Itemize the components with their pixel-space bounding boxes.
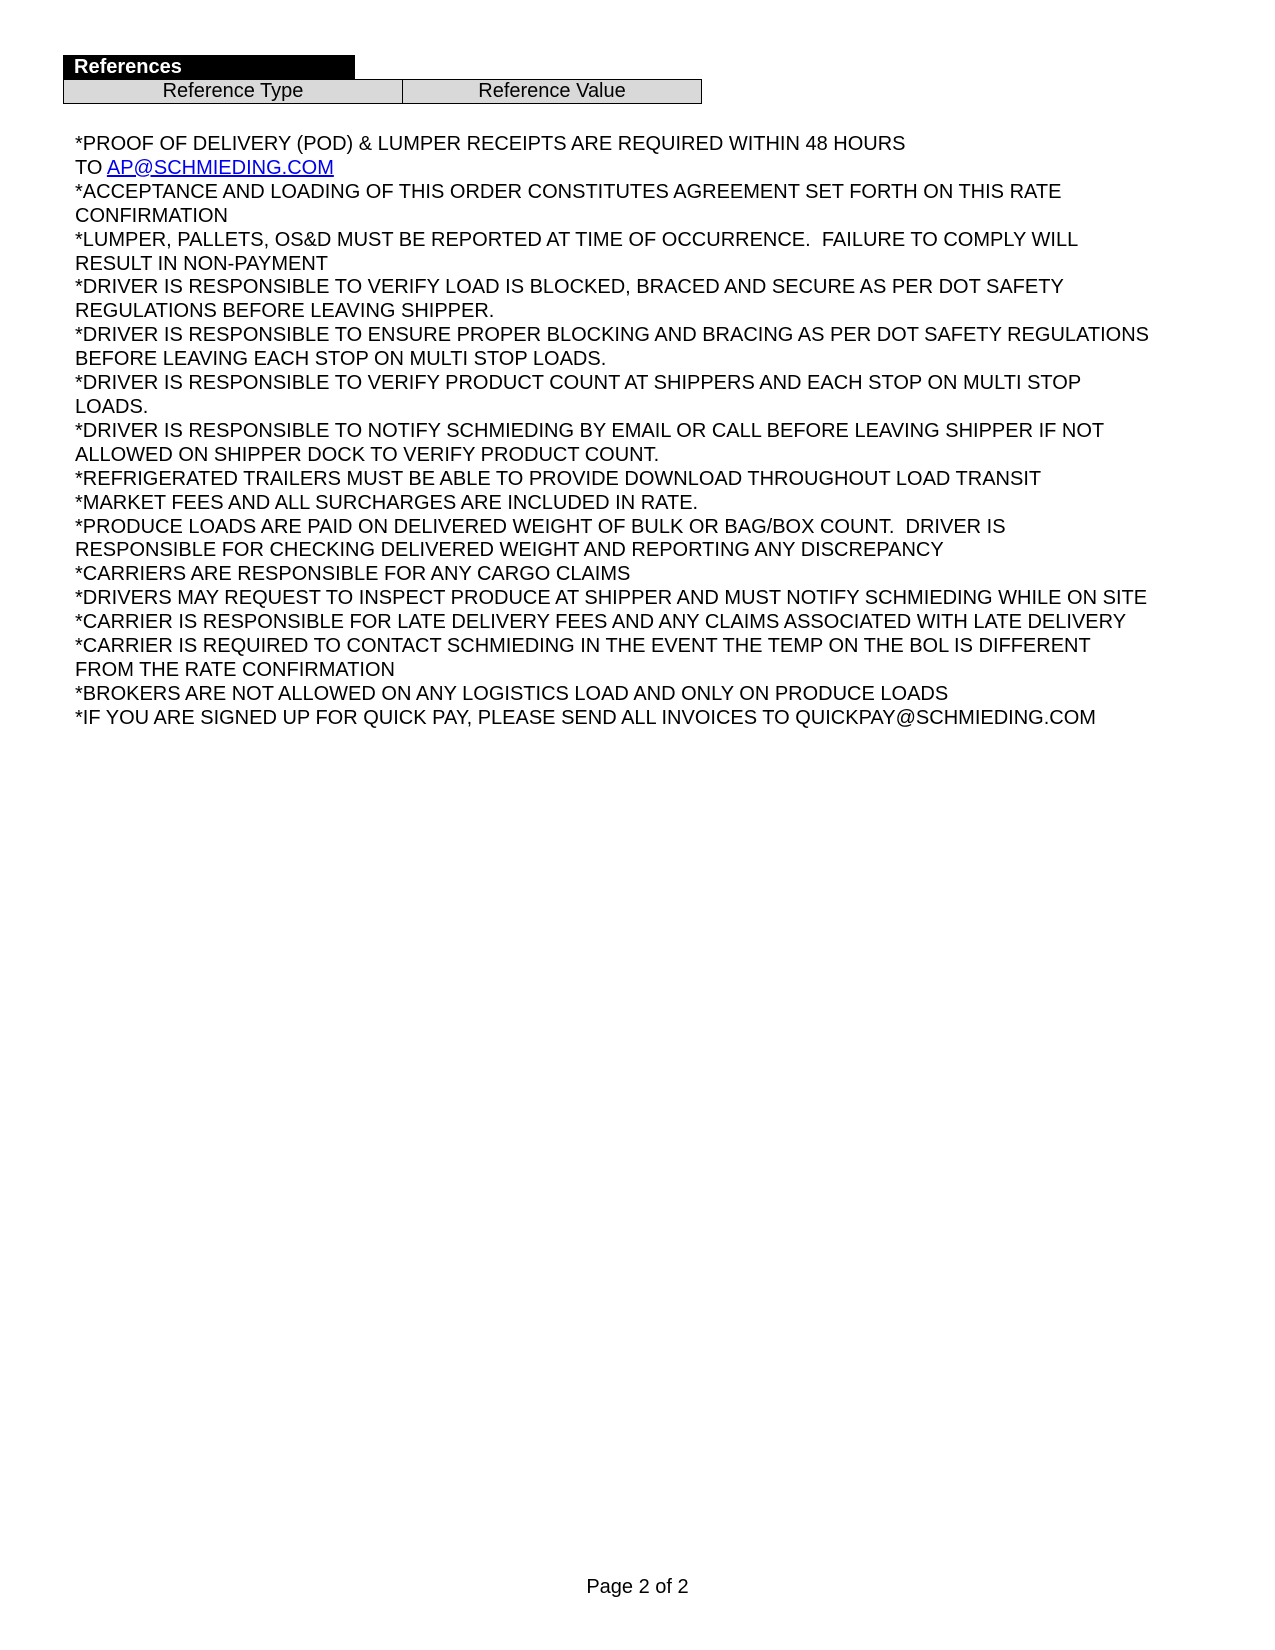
term-item: *MARKET FEES AND ALL SURCHARGES ARE INCLUDED IN RATE.: [75, 491, 699, 514]
term-pod-text: *PROOF OF DELIVERY (POD) & LUMPER RECEIPTS ARE REQUIRED WITHIN 48 HOURS TO: [75, 133, 906, 179]
column-reference-type: Reference Type: [64, 80, 403, 103]
term-item: *CARRIERS ARE RESPONSIBLE FOR ANY CARGO CLAIMS: [75, 563, 631, 586]
references-title: References: [63, 55, 355, 79]
term-item: *CARRIER IS REQUIRED TO CONTACT SCHMIEDING IN THE EVENT THE TEMP ON THE BOL IS DIFFERENT FROM THE RATE CONFIRMATION: [75, 635, 1091, 681]
term-item: *DRIVER IS RESPONSIBLE TO VERIFY LOAD IS BLOCKED, BRACED AND SECURE AS PER DOT SAFETY REGULATIONS BEFORE LEAVING SHIPPER.: [75, 276, 1064, 323]
terms-list: [75, 133, 1215, 731]
term-item: *CARRIER IS RESPONSIBLE FOR LATE DELIVERY FEES AND ANY CLAIMS ASSOCIATED WITH LATE DELIVERY: [75, 611, 1127, 634]
term-item: *BROKERS ARE NOT ALLOWED ON ANY LOGISTICS LOAD AND ONLY ON PRODUCE LOADS: [75, 682, 949, 705]
term-item: *PRODUCE LOADS ARE PAID ON DELIVERED WEIGHT OF BULK OR BAG/BOX COUNT. DRIVER IS RESPONSIBLE FOR CHECKING DELIVERED WEIGHT AND REPORTING ANY DISCREPANCY: [75, 515, 1006, 562]
term-item: *DRIVERS MAY REQUEST TO INSPECT PRODUCE AT SHIPPER AND MUST NOTIFY SCHMIEDING WHILE ON SITE: [75, 587, 1148, 610]
term-item: *DRIVER IS RESPONSIBLE TO ENSURE PROPER BLOCKING AND BRACING AS PER DOT SAFETY REGULATIONS BEFORE LEAVING EACH STOP ON MULTI STOP LOADS.: [75, 324, 1149, 371]
term-item: *DRIVER IS RESPONSIBLE TO NOTIFY SCHMIEDING BY EMAIL OR CALL BEFORE LEAVING SHIPPER IF NOT ALLOWED ON SHIPPER DOCK TO VERIFY PRODUCT COUNT.: [75, 419, 1105, 466]
term-item: *ACCEPTANCE AND LOADING OF THIS ORDER CONSTITUTES AGREEMENT SET FORTH ON THIS RATE CONFIRMATION: [75, 180, 1062, 227]
references-table-header: [63, 79, 702, 104]
page-number: Page 2 of 2: [586, 1576, 689, 1598]
term-item: *LUMPER, PALLETS, OS&D MUST BE REPORTED AT TIME OF OCCURRENCE. FAILURE TO COMPLY WILL RESULT IN NON-PAYMENT: [75, 228, 1079, 275]
page-footer: [0, 1575, 1275, 1599]
term-item: *REFRIGERATED TRAILERS MUST BE ABLE TO PROVIDE DOWNLOAD THROUGHOUT LOAD TRANSIT: [75, 467, 1042, 490]
term-pod-requirement: [75, 133, 1215, 181]
column-reference-value: Reference Value: [478, 80, 626, 102]
ap-email-link[interactable]: AP@SCHMIEDING.COM: [106, 156, 334, 179]
term-item: *IF YOU ARE SIGNED UP FOR QUICK PAY, PLEASE SEND ALL INVOICES TO QUICKPAY@SCHMIEDING.COM: [75, 706, 1096, 729]
term-item: *DRIVER IS RESPONSIBLE TO VERIFY PRODUCT COUNT AT SHIPPERS AND EACH STOP ON MULTI STOP LOADS.: [75, 372, 1082, 418]
